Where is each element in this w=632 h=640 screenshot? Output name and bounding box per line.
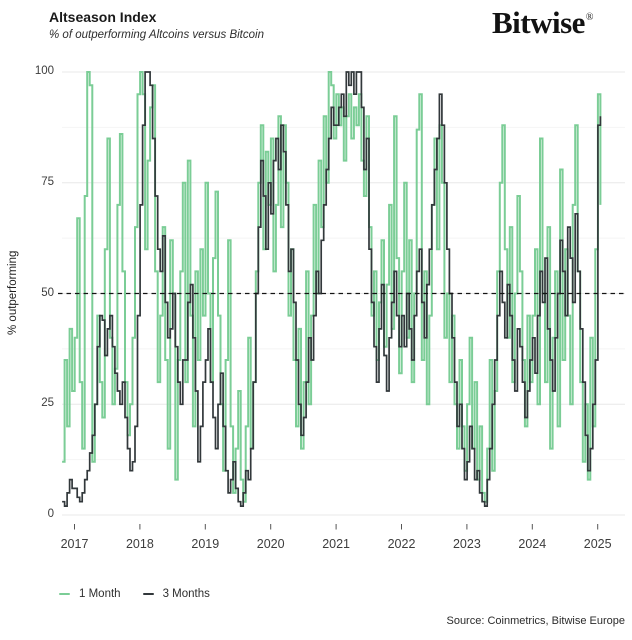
y-tick-label: 0 (47, 508, 54, 520)
legend-item-1-month (59, 588, 121, 600)
y-tick-label: 50 (41, 286, 54, 299)
x-tick-label: 2023 (452, 537, 481, 551)
source-text: Source: Coinmetrics, Bitwise Europe (446, 615, 625, 627)
legend-label: 1 Month (79, 588, 121, 600)
y-tick-label: 100 (34, 65, 54, 77)
chart-subtitle: % of outperforming Altcoins versus Bitcoin (49, 29, 264, 41)
y-axis-label: % outperforming (7, 250, 19, 336)
chart-title: Altseason Index (49, 9, 157, 25)
x-tick-label: 2021 (322, 537, 350, 551)
x-tick-label: 2025 (583, 537, 612, 551)
x-tick-label: 2019 (191, 537, 220, 551)
legend-swatch-icon (59, 593, 70, 596)
x-tick-label: 2017 (60, 537, 89, 551)
chart-legend (59, 588, 232, 600)
x-tick-label: 2022 (387, 537, 416, 551)
registered-trademark-icon: ® (585, 12, 593, 23)
series-3-months-line (62, 72, 600, 506)
legend-label: 3 Months (162, 588, 210, 600)
legend-item-3-months (143, 588, 210, 600)
y-tick-label: 25 (41, 397, 54, 410)
x-tick-label: 2018 (125, 537, 154, 551)
legend-swatch-icon (143, 593, 154, 596)
x-tick-label: 2024 (518, 537, 547, 551)
bitwise-logo-text: Bitwise (491, 5, 585, 40)
y-tick-label: 75 (41, 175, 54, 188)
x-tick-label: 2020 (256, 537, 285, 551)
